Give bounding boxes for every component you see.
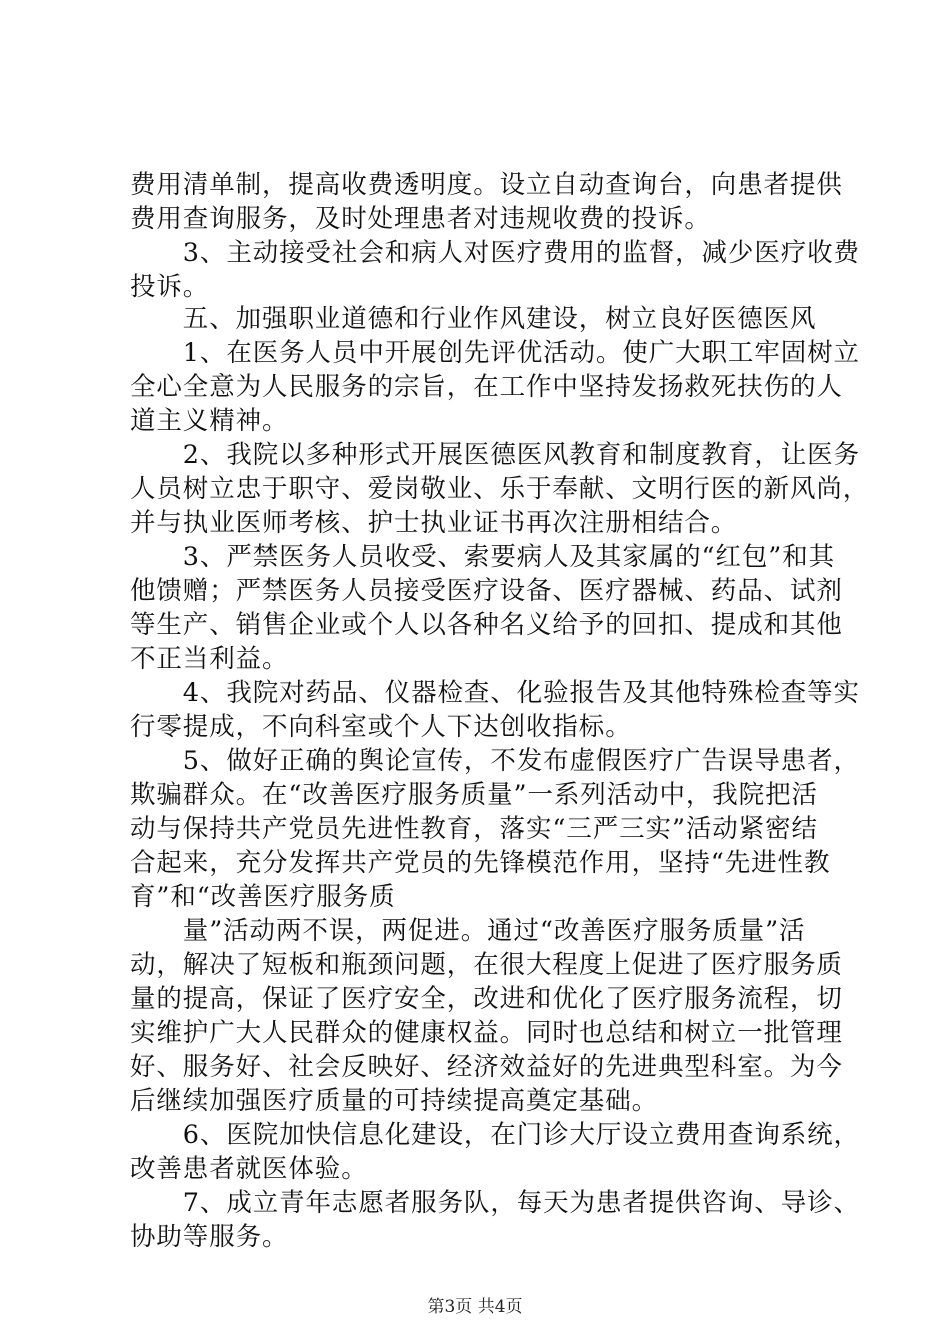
text-line: 4、我院对药品、仪器检查、化验报告及其他特殊检查等实: [130, 678, 860, 708]
text-line: 费用清单制，提高收费透明度。设立自动查询台，向患者提供: [130, 170, 843, 200]
text-line: 等生产、销售企业或个人以各种名义给予的回扣、提成和其他: [130, 610, 843, 640]
page-number-footer: 第3页 共4页: [427, 1297, 523, 1317]
text-line: 不正当利益。: [130, 644, 289, 674]
text-line: 好、服务好、社会反映好、经济效益好的先进典型科室。为今: [130, 1052, 843, 1082]
text-line: 2、我院以多种形式开展医德医风教育和制度教育，让医务: [130, 440, 860, 470]
text-line: 投诉。: [130, 272, 210, 302]
text-line: 1、在医务人员中开展创先评优活动。使广大职工牢固树立: [130, 338, 860, 368]
text-line: 7、成立青年志愿者服务队，每天为患者提供咨询、导诊、: [130, 1188, 860, 1218]
text-line: 道主义精神。: [130, 406, 289, 436]
text-line: 欺骗群众。在“改善医疗服务质量”一系列活动中，我院把活: [130, 780, 818, 810]
text-line: 3、严禁医务人员收受、索要病人及其家属的“红包”和其: [130, 542, 835, 572]
text-line: 费用查询服务，及时处理患者对违规收费的投诉。: [130, 204, 711, 234]
text-line: 育”和“改善医疗服务质: [130, 882, 396, 912]
text-line: 合起来，充分发挥共产党员的先锋模范作用，坚持“先进性教: [130, 848, 831, 878]
text-line: 行零提成，不向科室或个人下达创收指标。: [130, 712, 632, 742]
text-line: 5、做好正确的舆论宣传，不发布虚假医疗广告误导患者，: [130, 746, 860, 776]
text-line: 量”活动两不误，两促进。通过“改善医疗服务质量”活: [130, 916, 806, 946]
section-heading: 五、加强职业道德和行业作风建设，树立良好医德医风: [130, 304, 817, 334]
text-line: 实维护广大人民群众的健康权益。同时也总结和树立一批管理: [130, 1018, 843, 1048]
text-line: 并与执业医师考核、护士执业证书再次注册相结合。: [130, 508, 738, 538]
text-line: 改善患者就医体验。: [130, 1154, 368, 1184]
text-line: 动与保持共产党员先进性教育，落实“三严三实”活动紧密结: [130, 814, 818, 844]
text-line: 量的提高，保证了医疗安全，改进和优化了医疗服务流程，切: [130, 984, 843, 1014]
text-line: 全心全意为人民服务的宗旨，在工作中坚持发扬救死扶伤的人: [130, 372, 843, 402]
text-line: 6、医院加快信息化建设，在门诊大厅设立费用查询系统，: [130, 1120, 860, 1150]
text-line: 动，解决了短板和瓶颈问题，在很大程度上促进了医疗服务质: [130, 950, 843, 980]
text-line: 后继续加强医疗质量的可持续提高奠定基础。: [130, 1086, 659, 1116]
text-line: 他馈赠；严禁医务人员接受医疗设备、医疗器械、药品、试剂: [130, 576, 843, 606]
text-line: 协助等服务。: [130, 1222, 289, 1252]
text-line: 人员树立忠于职守、爱岗敬业、乐于奉献、文明行医的新风尚，: [130, 474, 870, 504]
text-line: 3、主动接受社会和病人对医疗费用的监督，减少医疗收费: [130, 238, 860, 268]
